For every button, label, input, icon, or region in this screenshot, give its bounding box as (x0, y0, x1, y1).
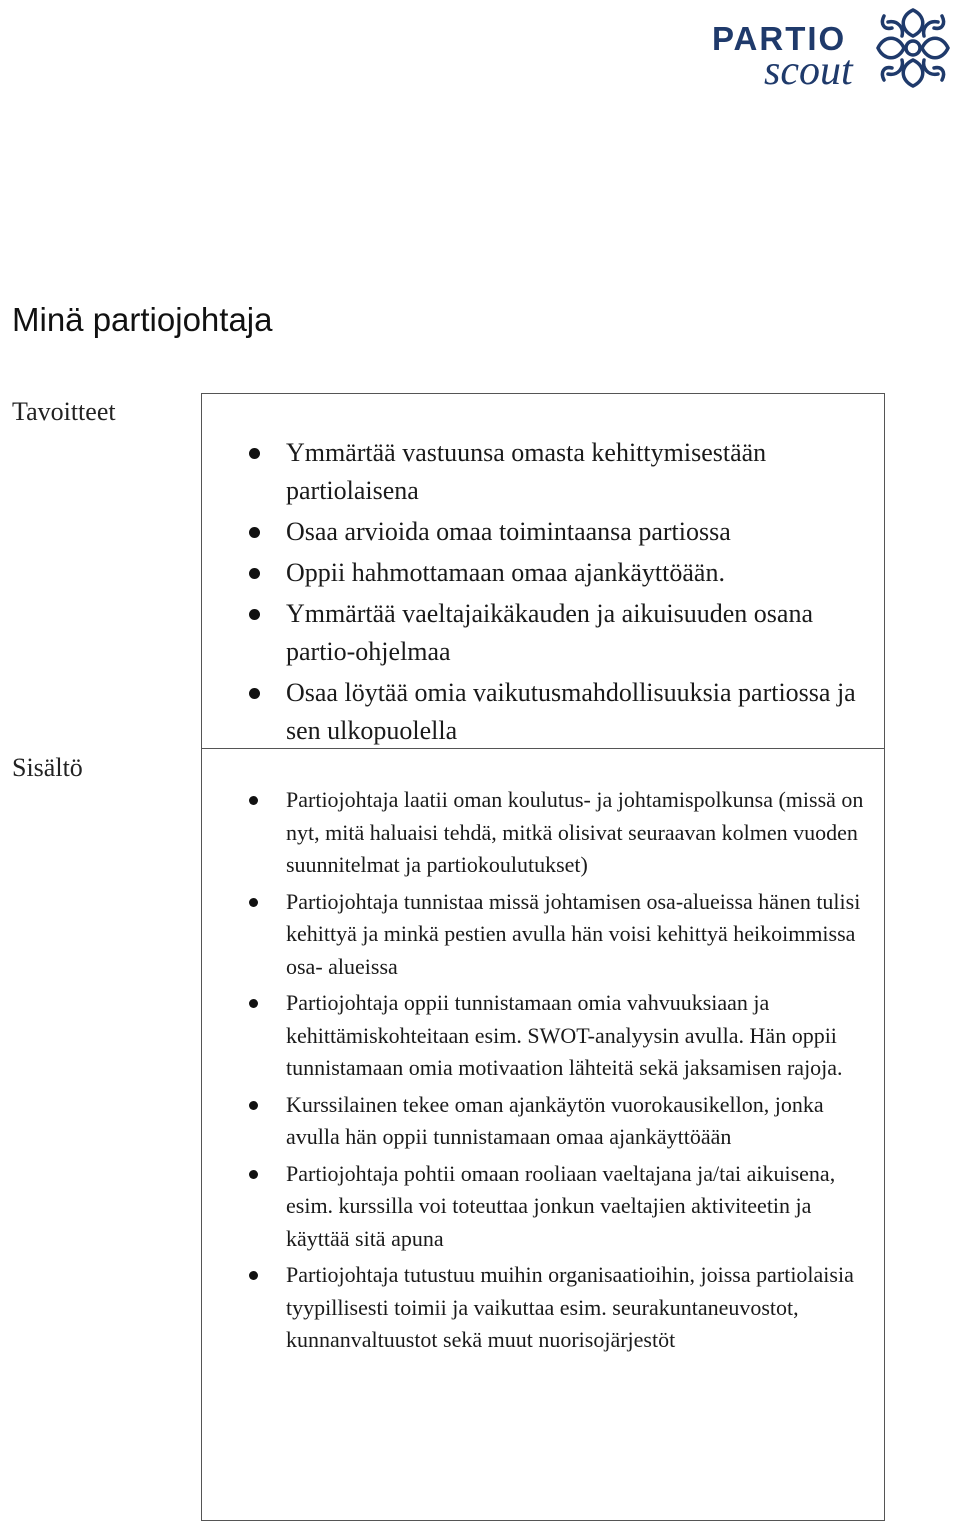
list-item-text: Kurssilainen tekee oman ajankäytön vuorokausikellon, jonka avulla hän oppii tunnistamaan omaa ajankäyttöään (286, 1091, 824, 1149)
bullet-icon (249, 1271, 258, 1280)
list-item (202, 595, 884, 671)
sisalto-list (202, 784, 884, 1361)
list-item-text: Partiojohtaja pohtii omaan rooliaan vaeltajana ja/tai aikuisena, esim. kurssilla voi toteuttaa jonkun vaeltajien aktiviteetin ja käyttää sitä apuna (286, 1160, 836, 1251)
section-divider (202, 748, 884, 749)
logo-text-scout: scout (764, 48, 853, 94)
list-item (202, 1259, 884, 1357)
bullet-icon (249, 999, 258, 1008)
bullet-icon (249, 527, 260, 538)
list-item-text: Ymmärtää vaeltajaikäkauden ja aikuisuuden osana partio-ohjelmaa (286, 599, 814, 666)
scout-emblem-icon (870, 2, 956, 94)
section-label-tavoitteet: Tavoitteet (12, 397, 116, 426)
list-item-text: Partiojohtaja oppii tunnistamaan omia vahvuuksiaan ja kehittämiskohteitaan esim. SWOT-analyysin avulla. Hän oppii tunnistamaan omia motivaation lähteitä sekä jaksamisen rajoja. (286, 990, 843, 1080)
partio-scout-logo (700, 0, 960, 100)
bullet-icon (249, 448, 260, 459)
list-item (202, 1158, 884, 1256)
page-title: Minä partiojohtaja (12, 301, 273, 338)
bullet-icon (249, 568, 260, 579)
list-item-text: Osaa arvioida omaa toimintaansa partiossa (286, 517, 731, 546)
tavoitteet-list (202, 434, 884, 753)
list-item-text: Ymmärtää vastuunsa omasta kehittymisestään partiolaisena (286, 438, 767, 505)
list-item (202, 1089, 884, 1154)
list-item-text: Oppii hahmottamaan omaa ajankäyttöään. (286, 558, 725, 587)
list-item-text: Partiojohtaja laatii oman koulutus- ja johtamispolkunsa (missä on nyt, mitä haluaisi tehdä, mitkä olisivat seuraavan kolmen vuoden suunnitelmat ja partiokoulutukset) (286, 787, 864, 877)
bullet-icon (249, 898, 258, 907)
list-item (202, 784, 884, 882)
list-item-text: Partiojohtaja tunnistaa missä johtamisen osa-alueissa hänen tulisi kehittyä ja minkä pestien avulla hän voisi kehittyä heikoimmissa osa- alueissa (286, 888, 861, 979)
content-table (201, 393, 885, 1521)
bullet-icon (249, 1170, 258, 1179)
bullet-icon (249, 688, 260, 699)
logo-text-partio: PARTIO (712, 20, 847, 57)
list-item (202, 434, 884, 510)
section-label-sisalto: Sisältö (12, 753, 83, 782)
list-item (202, 513, 884, 551)
list-item (202, 674, 884, 750)
list-item (202, 886, 884, 984)
list-item (202, 987, 884, 1085)
list-item-text: Partiojohtaja tutustuu muihin organisaatioihin, joissa partiolaisia tyypillisesti toimii ja vaikuttaa esim. seurakuntaneuvostot, kunnanvaltuustot sekä muut nuorisojärjestöt (286, 1262, 854, 1352)
list-item-text: Osaa löytää omia vaikutusmahdollisuuksia partiossa ja sen ulkopuolella (286, 678, 856, 745)
bullet-icon (249, 796, 258, 805)
bullet-icon (249, 609, 260, 620)
bullet-icon (249, 1101, 258, 1110)
list-item (202, 554, 884, 592)
